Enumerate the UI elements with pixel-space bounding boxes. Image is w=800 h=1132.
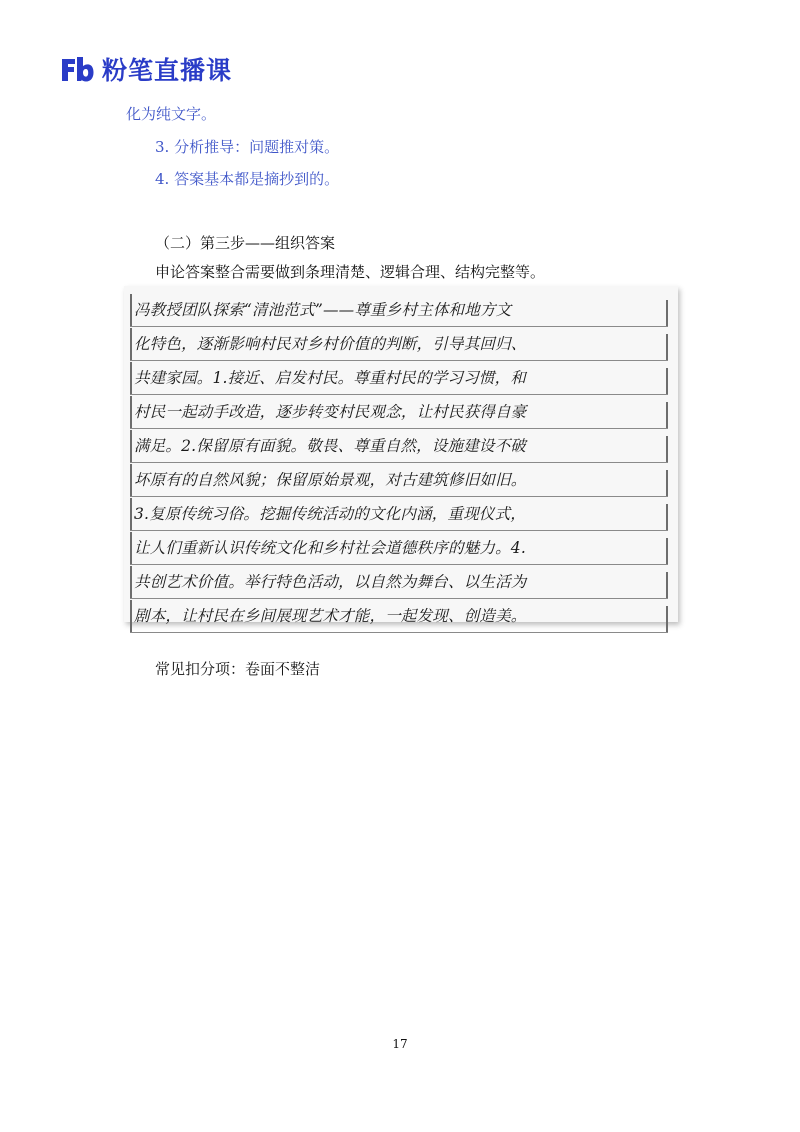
answer-line (130, 294, 668, 327)
answer-line (130, 362, 668, 395)
answer-line-text: 坏原有的自然风貌；保留原始景观，对古建筑修旧如旧。 (134, 471, 527, 489)
answer-line (130, 464, 668, 497)
answer-line (130, 328, 668, 361)
deduction-note: 常见扣分项：卷面不整洁 (155, 660, 321, 678)
answer-line-text: 村民一起动手改造，逐步转变村民观念，让村民获得自豪 (134, 403, 527, 421)
intro-item-3: 3. 分析推导：问题推对策。 (155, 138, 340, 156)
answer-line (130, 498, 668, 531)
fb-logo-icon (60, 54, 94, 84)
answer-line (130, 600, 668, 633)
section-heading: （二）第三步——组织答案 (155, 234, 336, 252)
brand-name: 粉笔直播课 (102, 56, 233, 85)
handwritten-answer-sheet (124, 286, 678, 625)
page-number: 17 (392, 1037, 408, 1051)
intro-item-4: 4. 答案基本都是摘抄到的。 (155, 170, 340, 188)
answer-line-text: 化特色，逐渐影响村民对乡村价值的判断，引导其回归、 (134, 335, 527, 353)
answer-line (130, 532, 668, 565)
answer-lines (130, 294, 668, 634)
answer-line-text: 满足。2.保留原有面貌。敬畏、尊重自然，设施建设不破 (134, 437, 526, 455)
page-header (60, 52, 232, 86)
answer-line-text: 剧本，让村民在乡间展现艺术才能，一起发现、创造美。 (134, 607, 527, 625)
intro-continuation: 化为纯文字。 (126, 105, 217, 123)
answer-line-text: 让人们重新认识传统文化和乡村社会道德秩序的魅力。4. (134, 539, 526, 557)
section-intro: 申论答案整合需要做到条理清楚、逻辑合理、结构完整等。 (155, 263, 546, 281)
answer-line-text: 冯教授团队探索“清池范式”——尊重乡村主体和地方文 (134, 301, 512, 319)
answer-line-text: 共创艺术价值。举行特色活动，以自然为舞台、以生活为 (134, 573, 527, 591)
answer-line-text: 3.复原传统习俗。挖掘传统活动的文化内涵，重现仪式， (134, 505, 526, 523)
answer-line (130, 396, 668, 429)
answer-line-text: 共建家园。1.接近、启发村民。尊重村民的学习习惯，和 (134, 369, 526, 387)
answer-line (130, 566, 668, 599)
answer-line (130, 430, 668, 463)
